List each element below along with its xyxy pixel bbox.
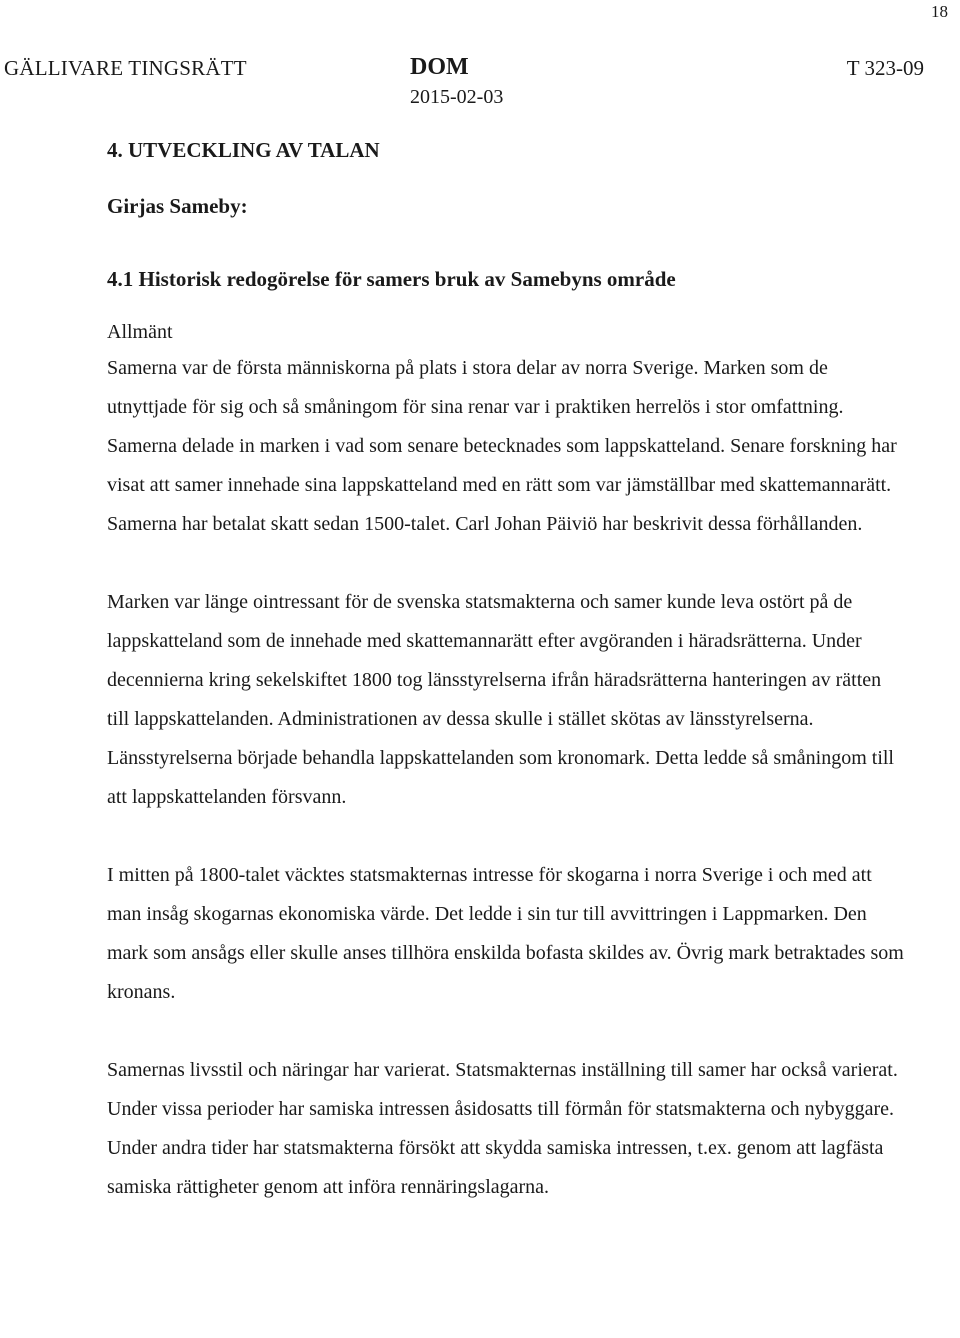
paragraph: Samerna var de första människorna på plats i stora delar av norra Sverige. Marken som de utnyttjade för sig och så småningom för sina renar var i praktiken herrelös i stor omfattning. Samerna delade in marken i vad som senare betecknades som lappskatteland. Senare forskning har visat att samer innehade sina lappskatteland med en rätt som var jämställbar med skattemannarätt. Samerna har betalat skatt sedan 1500-talet. Carl Johan Päiviö har beskrivit dessa förhållanden. (107, 357, 897, 535)
paragraph: Marken var länge ointressant för de svenska statsmakterna och samer kunde leva ostört på de lappskatteland som de innehade med skattemannarätt efter avgöranden i häradsrätterna. Under decennierna kring sekelskiftet 1800 tog länsstyrelserna ifrån häradsrätterna hanteringen av rätten till lappskattelanden. Administrationen av dessa skulle i stället skötas av länsstyrelserna. Länsstyrelserna började behandla lappskattelanden som kronomark. Detta ledde så småningom till att lappskattelanden försvann. (107, 591, 894, 808)
party-heading: Girjas Sameby: (107, 194, 248, 218)
case-number: T 323-09 (846, 56, 924, 80)
document-type: DOM (410, 54, 469, 80)
subheading-allmant: Allmänt (107, 321, 173, 343)
document-body (107, 136, 907, 1207)
court-name: GÄLLIVARE TINGSRÄTT (4, 56, 247, 80)
paragraph: Samernas livsstil och näringar har varierat. Statsmakternas inställning till samer har också varierat. Under vissa perioder har samiska intressen åsidosatts till förmån för statsmakterna och nybyggare. Under andra tider har statsmakterna försökt att skydda samiska intressen, t.ex. genom att lagfästa samiska rättigheter genom att införa rennäringslagarna. (107, 1059, 898, 1198)
document-date: 2015-02-03 (410, 86, 504, 108)
page-number: 18 (931, 2, 948, 21)
paragraph: I mitten på 1800-talet väcktes statsmakternas intresse för skogarna i norra Sverige i och med att man insåg skogarnas ekonomiska värde. Det ledde i sin tur till avvittringen i Lappmarken. Den mark som ansågs eller skulle anses tillhöra enskilda bofasta skildes av. Övrig mark betraktades som kronans. (107, 864, 904, 1003)
subsection-title: 4.1 Historisk redogörelse för samers bruk av Samebyns område (107, 267, 676, 291)
section-title: 4. UTVECKLING AV TALAN (107, 138, 380, 162)
